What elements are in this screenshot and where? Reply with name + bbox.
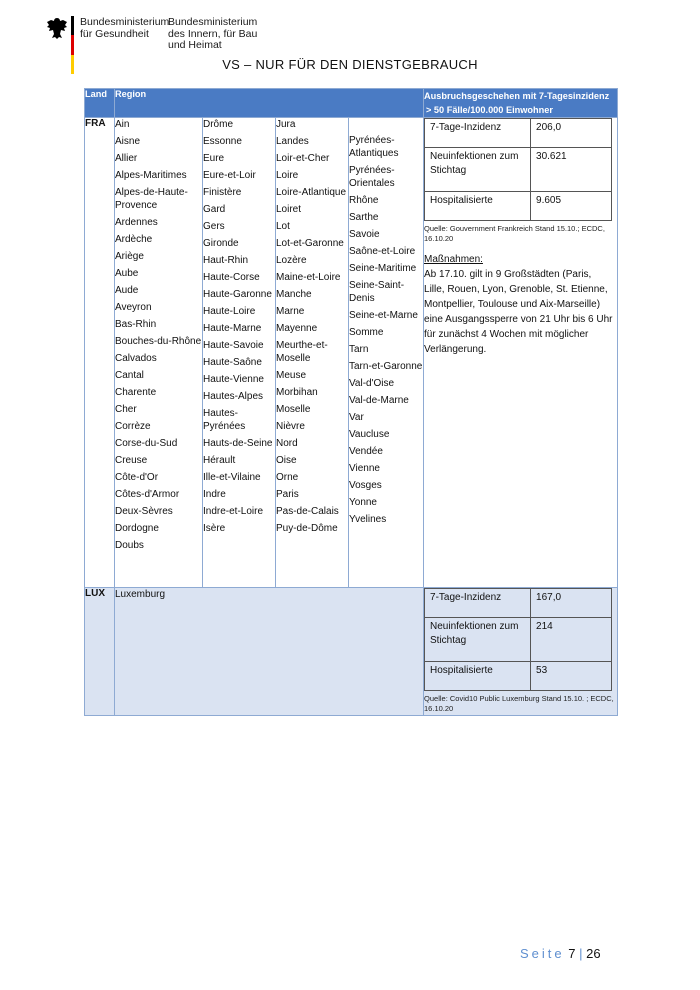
classification-title: VS – NUR FÜR DEN DIENSTGEBRAUCH — [222, 57, 478, 72]
region-item: Haute-Loire — [203, 306, 256, 317]
region-item: Somme — [349, 327, 384, 338]
region-item: Var — [349, 412, 364, 423]
stat-label: 7-Tage-Inzidenz — [425, 589, 531, 618]
region-item: Charente — [115, 387, 157, 398]
fra-info-cell — [424, 118, 618, 588]
region-item: Pyrénées-Orientales — [349, 165, 395, 189]
region-item: Aube — [115, 268, 139, 279]
table-header-row — [85, 89, 618, 118]
region-item: Eure-et-Loir — [203, 170, 256, 181]
region-item: Orne — [276, 472, 299, 483]
region-item: Vienne — [349, 463, 380, 474]
page-number: 7 — [568, 946, 576, 961]
region-item: Puy-de-Dôme — [276, 523, 338, 534]
region-item: Marne — [276, 306, 305, 317]
outbreak-table — [84, 88, 618, 716]
region-item: Hautes-Alpes — [203, 391, 264, 402]
region-column-2 — [203, 118, 276, 588]
region-item: Indre — [203, 489, 226, 500]
table-row-lux — [85, 588, 618, 716]
region-item: Essonne — [203, 136, 242, 147]
measures-text: Ab 17.10. gilt in 9 Großstädten (Paris, Lille, Rouen, Lyon, Grenoble, St. Etienne, Montpellier, Toulouse und Aix-Marseille) eine Ausgangssperre von 21 Uhr bis 6 Uhr für zunächst 4 Wochen mit möglicher Verlängerung. — [424, 269, 613, 355]
region-item: Haut-Rhin — [203, 255, 249, 266]
federal-eagle-logo — [46, 16, 68, 40]
region-item: Haute-Vienne — [203, 374, 264, 385]
ministry-interior-label: Bundesministerium des Innern, für Bau und Heimat — [168, 16, 258, 51]
region-item: Eure — [203, 153, 225, 164]
region-item: Jura — [276, 119, 296, 130]
region-item: Paris — [276, 489, 299, 500]
region-item: Allier — [115, 153, 138, 164]
region-item: Loir-et-Cher — [276, 153, 330, 164]
region-item: Manche — [276, 289, 312, 300]
region-item: Lot — [276, 221, 290, 232]
header-outbreak: Ausbruchsgeschehen mit 7-Tagesinzidenz > 50 Fälle/100.000 Einwohner — [424, 89, 618, 118]
lux-source-note: Quelle: Covid10 Public Luxemburg Stand 15.10. ; ECDC, 16.10.20 — [424, 694, 614, 713]
region-item: Saône-et-Loire — [349, 246, 416, 257]
lux-info-cell — [424, 588, 618, 716]
region-item: Calvados — [115, 353, 157, 364]
region-item: Seine-Saint-Denis — [349, 280, 405, 304]
region-item: Aude — [115, 285, 139, 296]
region-item: Vaucluse — [349, 429, 390, 440]
region-item: Côte-d'Or — [115, 472, 159, 483]
region-column-3 — [276, 118, 349, 588]
region-item: Tarn-et-Garonne — [349, 361, 423, 372]
region-item: Haute-Saône — [203, 357, 262, 368]
region-item: Nièvre — [276, 421, 305, 432]
region-item: Moselle — [276, 404, 311, 415]
stat-label: Hospitalisierte — [425, 192, 531, 221]
region-item: Loiret — [276, 204, 302, 215]
country-code-fra: FRA — [85, 118, 115, 588]
region-item: Corrèze — [115, 421, 151, 432]
region-item: Dordogne — [115, 523, 159, 534]
region-item: Hauts-de-Seine — [203, 438, 273, 449]
region-item: Hérault — [203, 455, 236, 466]
region-item: Gers — [203, 221, 225, 232]
lux-stats-table — [424, 588, 612, 691]
region-item: Pas-de-Calais — [276, 506, 339, 517]
region-item: Alpes-de-Haute-Provence — [115, 187, 188, 211]
fra-source-note: Quelle: Gouvernment Frankreich Stand 15.10.; ECDC, 16.10.20 — [424, 224, 605, 243]
region-item: Sarthe — [349, 212, 379, 223]
stat-value: 30.621 — [531, 148, 612, 192]
page-separator: | — [575, 946, 587, 961]
region-item: Loire — [276, 170, 299, 181]
region-item: Gironde — [203, 238, 239, 249]
region-item: Yonne — [349, 497, 377, 508]
fra-measures — [424, 252, 617, 357]
stat-value: 9.605 — [531, 192, 612, 221]
region-item: Val-de-Marne — [349, 395, 409, 406]
region-item: Côtes-d'Armor — [115, 489, 180, 500]
region-item: Ariège — [115, 251, 144, 262]
region-item: Landes — [276, 136, 309, 147]
region-item: Indre-et-Loire — [203, 506, 264, 517]
region-column-4 — [349, 118, 424, 588]
table-row-fra — [85, 118, 618, 588]
fra-stats-table — [424, 118, 612, 221]
region-item: Seine-et-Marne — [349, 310, 418, 321]
region-item: Lot-et-Garonne — [276, 238, 344, 249]
region-item: Bas-Rhin — [115, 319, 157, 330]
region-item: Aisne — [115, 136, 141, 147]
region-item: Val-d'Oise — [349, 378, 395, 389]
region-item: Rhône — [349, 195, 379, 206]
region-item: Aveyron — [115, 302, 152, 313]
country-code-lux: LUX — [85, 588, 115, 716]
region-item: Ardèche — [115, 234, 153, 245]
region-item: Gard — [203, 204, 226, 215]
region-item: Loire-Atlantique — [276, 187, 347, 198]
region-item: Maine-et-Loire — [276, 272, 341, 283]
stat-label: Neuinfektionen zum Stichtag — [425, 148, 531, 192]
region-item: Finistère — [203, 187, 242, 198]
stat-value: 53 — [531, 662, 612, 691]
region-item: Alpes-Maritimes — [115, 170, 187, 181]
region-item: Meuse — [276, 370, 307, 381]
region-item: Corse-du-Sud — [115, 438, 178, 449]
region-item: Hautes-Pyrénées — [203, 408, 246, 432]
region-item: Savoie — [349, 229, 380, 240]
stat-value: 214 — [531, 618, 612, 662]
region-item: Drôme — [203, 119, 234, 130]
region-item: Lozère — [276, 255, 307, 266]
region-item: Morbihan — [276, 387, 318, 398]
page-total: 26 — [586, 946, 601, 961]
stat-label: Neuinfektionen zum Stichtag — [425, 618, 531, 662]
region-item: Haute-Savoie — [203, 340, 264, 351]
region-item: Isère — [203, 523, 226, 534]
lux-region: Luxemburg — [115, 588, 424, 716]
region-item: Cantal — [115, 370, 144, 381]
page-label: Seite — [520, 946, 565, 961]
region-item: Vosges — [349, 480, 382, 491]
stat-value: 206,0 — [531, 119, 612, 148]
region-item: Haute-Marne — [203, 323, 262, 334]
page-footer — [520, 946, 601, 961]
region-column-1 — [115, 118, 203, 588]
region-item: Nord — [276, 438, 298, 449]
region-item: Bouches-du-Rhône — [115, 336, 202, 347]
region-item: Cher — [115, 404, 137, 415]
region-item: Doubs — [115, 540, 144, 551]
stat-label: 7-Tage-Inzidenz — [425, 119, 531, 148]
region-item: Deux-Sèvres — [115, 506, 173, 517]
region-item: Vendée — [349, 446, 383, 457]
region-item: Tarn — [349, 344, 369, 355]
region-item: Seine-Maritime — [349, 263, 417, 274]
stat-value: 167,0 — [531, 589, 612, 618]
region-item: Oise — [276, 455, 297, 466]
region-item: Yvelines — [349, 514, 387, 525]
stat-label: Hospitalisierte — [425, 662, 531, 691]
region-item: Ardennes — [115, 217, 158, 228]
region-item: Mayenne — [276, 323, 318, 334]
region-item: Creuse — [115, 455, 148, 466]
region-item: Meurthe-et-Moselle — [276, 340, 328, 364]
ministry-health-label: Bundesministerium für Gesundheit — [80, 16, 170, 40]
region-item: Pyrénées-Atlantiques — [349, 135, 399, 159]
header-land: Land — [85, 89, 115, 118]
measures-title: Maßnahmen: — [424, 254, 483, 265]
region-item: Ille-et-Vilaine — [203, 472, 261, 483]
region-item: Haute-Corse — [203, 272, 260, 283]
header-region: Region — [115, 89, 424, 118]
region-item: Haute-Garonne — [203, 289, 272, 300]
region-item: Ain — [115, 119, 130, 130]
